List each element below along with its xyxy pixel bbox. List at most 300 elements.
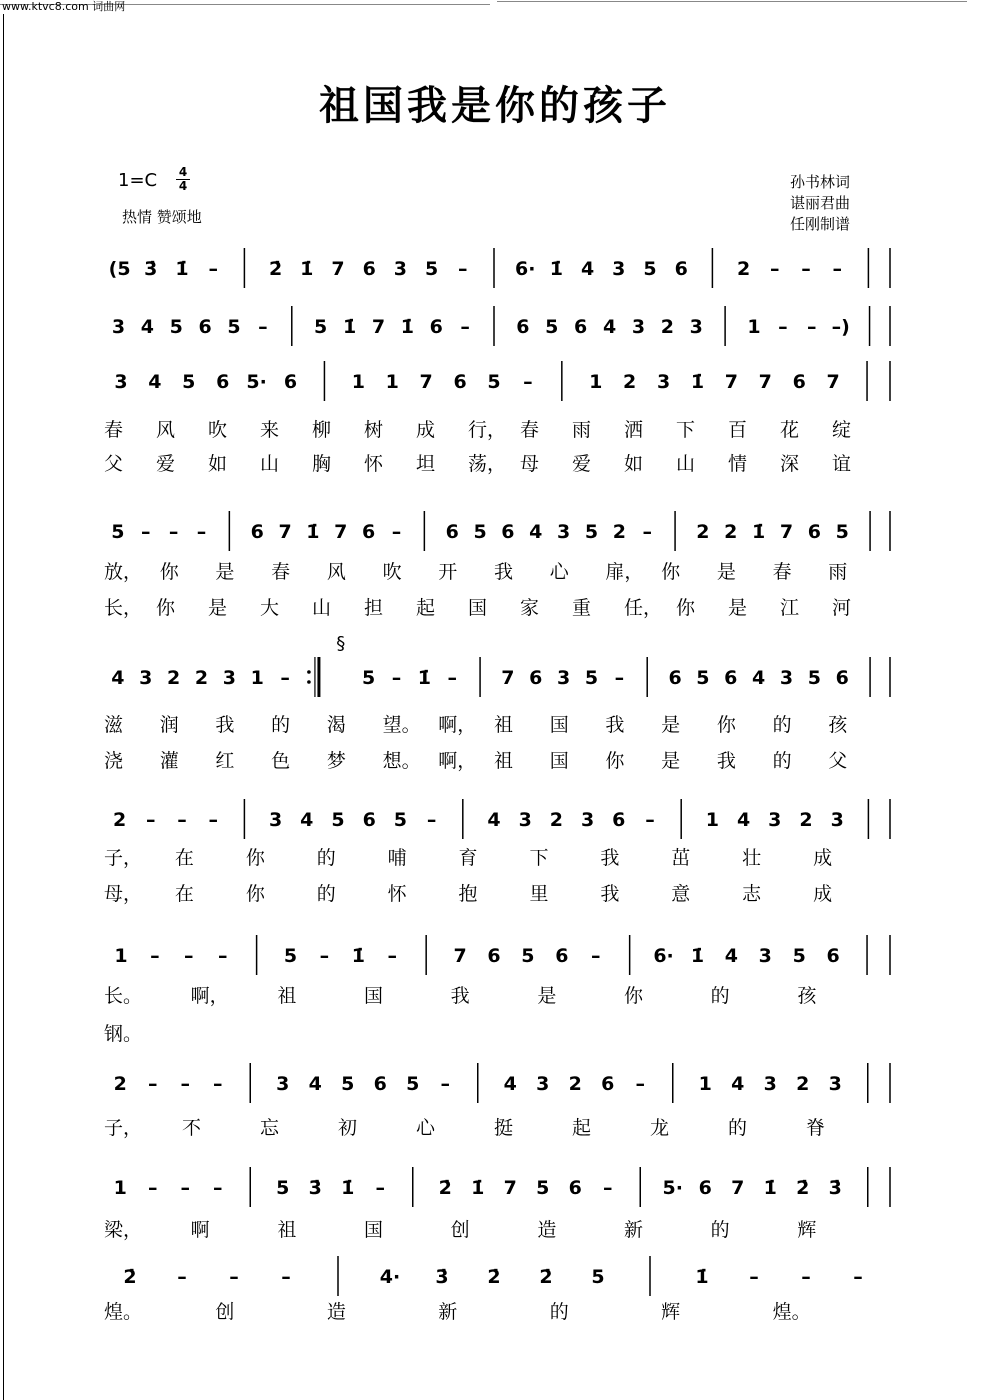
lyric-syllable: 的 xyxy=(728,1117,748,1139)
extension-dash: – xyxy=(391,521,402,543)
note: 3 xyxy=(758,945,772,967)
composer-credit: 谌丽君曲 xyxy=(790,194,851,212)
extension-dash: – xyxy=(148,1177,158,1199)
lyric-syllable: 成 xyxy=(813,883,833,905)
lyric-syllable: 你 xyxy=(159,561,179,583)
note: 7 xyxy=(334,521,348,543)
repeat-dot xyxy=(307,680,311,684)
note: 3 xyxy=(518,809,532,831)
note: 4 xyxy=(300,809,314,831)
extension-dash: – xyxy=(258,316,268,338)
note: 2 xyxy=(696,521,710,543)
note: 3 xyxy=(830,809,844,831)
extension-dash: – xyxy=(150,945,160,967)
note: 7 xyxy=(826,371,840,393)
note: 6 xyxy=(668,667,682,689)
note: 5 xyxy=(111,521,125,543)
note: 6 xyxy=(835,667,849,689)
note: 6 xyxy=(283,371,298,393)
note: 5 xyxy=(227,316,241,338)
note: 3 xyxy=(631,316,646,338)
note: 1̇ xyxy=(690,945,705,967)
extension-dash: – xyxy=(749,1266,759,1288)
extension-dash: – xyxy=(196,521,207,543)
lyricist-credit: 孙书林词 xyxy=(790,173,851,191)
note: 4 xyxy=(752,667,766,689)
extension-dash: – xyxy=(208,809,218,831)
extension-dash: – xyxy=(141,521,151,543)
note: 3 xyxy=(114,371,128,393)
segno-sign: § xyxy=(336,633,346,654)
lyric-syllable: 扉， xyxy=(605,561,644,583)
lyric-syllable: 山 xyxy=(260,453,280,475)
lyric-syllable: 你 xyxy=(605,750,625,772)
lyric-syllable: 梦 xyxy=(326,750,346,772)
lyric-syllable: 造 xyxy=(326,1301,346,1323)
lyric-syllable: 放， xyxy=(104,561,143,583)
lyric-syllable: 梁， xyxy=(104,1219,143,1241)
lyric-syllable: 如 xyxy=(208,453,228,475)
extension-dash: – xyxy=(614,667,625,689)
lyric-syllable: 孩 xyxy=(828,714,848,736)
extension-dash: – xyxy=(642,521,652,543)
lyric-syllable: 想。 xyxy=(382,750,421,772)
note: 3 xyxy=(222,667,236,689)
lyric-syllable: 风 xyxy=(326,561,346,583)
note: 2 xyxy=(612,521,626,543)
note: 3 xyxy=(656,371,671,393)
note: 2̇ xyxy=(438,1177,452,1199)
extension-dash: – xyxy=(280,667,290,689)
lyric-syllable: 挺 xyxy=(494,1117,514,1139)
lyric-syllable: 我 xyxy=(600,847,620,869)
note: 2 xyxy=(549,809,564,831)
note: 4 xyxy=(731,1073,745,1095)
lyric-syllable: 不 xyxy=(182,1117,202,1139)
lyric-syllable: 如 xyxy=(624,453,644,475)
note: –) xyxy=(831,316,850,338)
note: 4 xyxy=(140,316,154,338)
lyric-syllable: 的 xyxy=(316,883,336,905)
note: 6 xyxy=(826,945,840,967)
note: 5 xyxy=(406,1073,420,1095)
note: 7 xyxy=(278,521,292,543)
extension-dash: – xyxy=(853,1266,863,1288)
note: 3 xyxy=(580,809,595,831)
note: 7 xyxy=(419,371,433,393)
note: 3 xyxy=(557,521,571,543)
note: 6 xyxy=(574,316,588,338)
note: 2 xyxy=(736,258,751,280)
note: 5 xyxy=(536,1177,550,1199)
lyric-syllable: 怀 xyxy=(364,453,384,475)
lyric-syllable: 的 xyxy=(772,714,792,736)
lyric-syllable: 我 xyxy=(450,985,470,1007)
extension-dash: – xyxy=(590,945,601,967)
lyric-syllable: 创 xyxy=(215,1301,235,1323)
note: 7 xyxy=(779,521,794,543)
note: 2̇ xyxy=(539,1266,553,1288)
extension-dash: – xyxy=(184,945,194,967)
lyric-syllable: 钢。 xyxy=(104,1023,143,1045)
note: 5 xyxy=(283,945,298,967)
note: 6 xyxy=(429,316,443,338)
lyric-syllable: 是 xyxy=(728,597,748,619)
lyric-syllable: 百 xyxy=(728,419,748,441)
lyric-syllable: 造 xyxy=(537,1219,557,1241)
extension-dash: – xyxy=(213,1073,223,1095)
lyric-syllable: 你 xyxy=(676,597,696,619)
note: 3 xyxy=(612,258,626,280)
lyric-syllable: 我 xyxy=(605,714,625,736)
lyric-syllable: 雨 xyxy=(572,419,592,441)
note: 1̇ xyxy=(752,521,766,543)
note: 6· xyxy=(653,945,674,967)
note: 5 xyxy=(521,945,535,967)
note: 2 xyxy=(623,371,637,393)
extension-dash: – xyxy=(217,945,228,967)
note: 5 xyxy=(696,667,710,689)
note: 5 xyxy=(591,1266,605,1288)
note: 1̇ xyxy=(341,1177,355,1199)
lyric-syllable: 花 xyxy=(780,419,800,441)
extension-dash: – xyxy=(319,945,330,967)
lyric-syllable: 茁 xyxy=(671,847,691,869)
note: 7 xyxy=(724,371,739,393)
lyric-syllable: 担 xyxy=(364,597,384,619)
note: 2 xyxy=(568,1073,582,1095)
lyric-syllable: 抱 xyxy=(458,883,478,905)
lyric-syllable: 荡， xyxy=(468,453,507,475)
note: 1 xyxy=(250,667,264,689)
key-signature: 1=C xyxy=(118,170,158,191)
lyric-syllable: 洒 xyxy=(624,419,644,441)
note: 6 xyxy=(807,521,821,543)
note: 6 xyxy=(250,521,264,543)
note: 3̇ xyxy=(308,1177,322,1199)
lyric-syllable: 柳 xyxy=(312,419,332,441)
lyric-syllable: 辉 xyxy=(797,1219,817,1241)
note: 4· xyxy=(379,1266,401,1288)
lyric-syllable: 任， xyxy=(624,597,663,619)
note: 2 xyxy=(194,667,209,689)
note: 4 xyxy=(487,809,501,831)
extension-dash: – xyxy=(807,316,817,338)
note: 3 xyxy=(276,1073,290,1095)
lyric-syllable: 胸 xyxy=(312,453,332,475)
lyric-syllable: 我 xyxy=(600,883,620,905)
note: 4 xyxy=(580,258,595,280)
extension-dash: – xyxy=(603,1177,613,1199)
note: 7 xyxy=(731,1177,745,1199)
lyric-syllable: 我 xyxy=(215,714,235,736)
note: 5 xyxy=(584,667,599,689)
extension-dash: – xyxy=(460,316,470,338)
note: 6 xyxy=(501,521,515,543)
repeat-dot xyxy=(307,670,311,674)
note: 4 xyxy=(736,809,751,831)
extension-dash: – xyxy=(801,1266,811,1288)
extension-dash: – xyxy=(778,316,788,338)
note: 5 xyxy=(584,521,599,543)
note: 5 xyxy=(314,316,328,338)
note: 6 xyxy=(792,371,806,393)
lyric-syllable: 新 xyxy=(438,1301,458,1323)
note: 3̇ xyxy=(144,258,158,280)
note: 6 xyxy=(198,316,212,338)
lyric-syllable: 脊 xyxy=(806,1117,826,1139)
note: 1̇ xyxy=(400,316,414,338)
note: 6 xyxy=(487,945,501,967)
extension-dash: – xyxy=(213,1177,223,1199)
note: 1 xyxy=(698,1073,712,1095)
lyric-syllable: 你 xyxy=(624,985,644,1007)
lyric-syllable: 啊， xyxy=(190,985,229,1007)
time-signature-bottom: 4 xyxy=(176,179,190,193)
extension-dash: – xyxy=(458,258,468,280)
lyric-syllable: 的 xyxy=(271,714,291,736)
lyric-syllable: 母 xyxy=(520,453,540,475)
lyric-syllable: 下 xyxy=(676,419,696,441)
note: 6 xyxy=(674,258,688,280)
lyric-syllable: 滋 xyxy=(104,714,124,736)
extension-dash: – xyxy=(645,809,655,831)
extension-dash: – xyxy=(635,1073,645,1095)
extension-dash: – xyxy=(447,667,457,689)
note: 3 xyxy=(763,1073,777,1095)
note: 6· xyxy=(514,258,536,280)
lyric-syllable: 起 xyxy=(572,1117,592,1139)
note: 6 xyxy=(445,521,459,543)
lyric-syllable: 江 xyxy=(780,597,800,619)
note: 1̇ xyxy=(549,258,564,280)
note: 5 xyxy=(393,809,408,831)
note: 1 xyxy=(351,371,365,393)
note: 6 xyxy=(373,1073,387,1095)
lyric-syllable: 啊 xyxy=(190,1219,210,1241)
note: 5 xyxy=(792,945,806,967)
note: 5· xyxy=(246,371,267,393)
lyric-syllable: 壮 xyxy=(742,847,762,869)
note: 6 xyxy=(529,667,543,689)
lyric-syllable: 创 xyxy=(450,1219,470,1241)
extension-dash: – xyxy=(801,258,811,280)
lyric-syllable: 是 xyxy=(661,750,681,772)
note: 7 xyxy=(503,1177,517,1199)
lyric-syllable: 深 xyxy=(780,453,800,475)
site-watermark[interactable]: www.ktvc8.com 词曲网 xyxy=(2,0,126,13)
lyric-syllable: 父 xyxy=(828,750,848,772)
note: 7 xyxy=(371,316,386,338)
lyric-syllable: 初 xyxy=(338,1117,358,1139)
note: 2 xyxy=(796,1073,810,1095)
lyric-syllable: 春 xyxy=(772,561,792,583)
lyric-syllable: 成 xyxy=(813,847,833,869)
extension-dash: – xyxy=(523,371,533,393)
note: 6 xyxy=(555,945,569,967)
note: 1̇ xyxy=(175,258,189,280)
lyric-syllable: 开 xyxy=(438,561,458,583)
lyric-syllable: 春 xyxy=(271,561,291,583)
note: 6 xyxy=(612,809,626,831)
lyric-syllable: 志 xyxy=(742,883,762,905)
note: 1 xyxy=(589,371,603,393)
lyric-syllable: 忘 xyxy=(260,1117,280,1139)
note: 3 xyxy=(139,667,153,689)
note: 6 xyxy=(724,667,738,689)
note: 7 xyxy=(758,371,772,393)
lyric-syllable: 灌 xyxy=(159,750,179,772)
lyric-syllable: 辉 xyxy=(661,1301,681,1323)
note: 4 xyxy=(503,1073,517,1095)
lyric-syllable: 父 xyxy=(104,453,124,475)
lyric-syllable: 是 xyxy=(661,714,681,736)
lyric-syllable: 母， xyxy=(104,883,143,905)
note: 1̇ xyxy=(763,1177,777,1199)
lyric-syllable: 情 xyxy=(728,453,748,475)
note: 3 xyxy=(828,1073,842,1095)
note: 5 xyxy=(835,521,849,543)
lyric-syllable: 你 xyxy=(245,847,265,869)
note: 4 xyxy=(308,1073,322,1095)
lyric-syllable: 心 xyxy=(416,1117,436,1139)
lyric-syllable: 的 xyxy=(710,985,730,1007)
lyric-syllable: 是 xyxy=(215,561,235,583)
extension-dash: – xyxy=(146,809,156,831)
lyric-syllable: 你 xyxy=(156,597,176,619)
lyric-syllable: 风 xyxy=(156,419,176,441)
lyric-syllable: 意 xyxy=(671,883,691,905)
lyric-syllable: 的 xyxy=(710,1219,730,1241)
lyric-syllable: 润 xyxy=(159,714,179,736)
note: 4 xyxy=(111,667,125,689)
lyric-syllable: 煌。 xyxy=(104,1301,143,1323)
extension-dash: – xyxy=(387,945,398,967)
note: 3 xyxy=(779,667,794,689)
extension-dash: – xyxy=(281,1266,291,1288)
lyric-syllable: 国 xyxy=(549,750,569,772)
lyric-syllable: 龙 xyxy=(650,1117,670,1139)
note: 7 xyxy=(331,258,345,280)
lyric-syllable: 我 xyxy=(716,750,736,772)
lyric-syllable: 在 xyxy=(174,847,194,869)
lyric-syllable: 是 xyxy=(537,985,557,1007)
lyric-syllable: 子， xyxy=(104,1117,143,1139)
extension-dash: – xyxy=(148,1073,158,1095)
lyric-syllable: 起 xyxy=(416,597,436,619)
lyric-syllable: 祖 xyxy=(494,750,514,772)
note: 1 xyxy=(385,371,399,393)
lyric-syllable: 重 xyxy=(572,597,592,619)
lyric-syllable: 国 xyxy=(364,985,384,1007)
note: 3 xyxy=(111,316,126,338)
lyric-syllable: 山 xyxy=(312,597,332,619)
lyric-syllable: 是 xyxy=(716,561,736,583)
note: 6 xyxy=(362,258,376,280)
extension-dash: – xyxy=(440,1073,450,1095)
lyric-syllable: 行， xyxy=(468,419,507,441)
extension-dash: – xyxy=(391,667,402,689)
lyric-syllable: 在 xyxy=(174,883,194,905)
extension-dash: – xyxy=(832,258,842,280)
note: 6 xyxy=(698,1177,712,1199)
note: 5 xyxy=(424,258,439,280)
lyric-syllable: 家 xyxy=(520,597,540,619)
arranger-credit: 任刚制谱 xyxy=(790,215,851,233)
note: 4 xyxy=(602,316,617,338)
lyric-syllable: 孩 xyxy=(797,985,817,1007)
lyric-syllable: 长。 xyxy=(104,985,143,1007)
note: 3̇ xyxy=(435,1266,449,1288)
lyric-syllable: 心 xyxy=(549,561,569,583)
song-title: 祖国我是你的孩子 xyxy=(319,82,671,129)
lyric-syllable: 绽 xyxy=(832,419,852,441)
lyric-syllable: 渴 xyxy=(326,714,346,736)
lyric-syllable: 国 xyxy=(468,597,488,619)
extension-dash: – xyxy=(168,521,179,543)
note: 1̇ xyxy=(417,667,431,689)
lyric-syllable: 你 xyxy=(661,561,681,583)
note: 3 xyxy=(536,1073,550,1095)
lyric-syllable: 啊， xyxy=(438,714,477,736)
note: 5· xyxy=(662,1177,683,1199)
note: 5 xyxy=(473,521,487,543)
lyric-syllable: 下 xyxy=(529,847,549,869)
note: 3̇ xyxy=(828,1177,842,1199)
lyric-syllable: 山 xyxy=(676,453,696,475)
lyric-syllable: 树 xyxy=(364,419,384,441)
note: 3 xyxy=(557,667,571,689)
note: 5 xyxy=(643,258,657,280)
note: 6 xyxy=(453,371,467,393)
note: 5 xyxy=(362,667,376,689)
lyric-syllable: 是 xyxy=(208,597,228,619)
lyric-syllable: 里 xyxy=(529,883,549,905)
lyric-syllable: 煌。 xyxy=(772,1301,811,1323)
note: 3 xyxy=(393,258,408,280)
note: 3 xyxy=(268,809,283,831)
note: 1̇ xyxy=(351,945,365,967)
lyric-syllable: 的 xyxy=(549,1301,569,1323)
lyric-syllable: 祖 xyxy=(277,985,297,1007)
lyric-syllable: 新 xyxy=(624,1219,644,1241)
note: 1̇ xyxy=(342,316,357,338)
lyric-syllable: 你 xyxy=(716,714,736,736)
note: 2̇ xyxy=(123,1266,137,1288)
note: 7 xyxy=(501,667,515,689)
lyric-syllable: 祖 xyxy=(494,714,514,736)
lyric-syllable: 长， xyxy=(104,597,143,619)
note: 6 xyxy=(362,521,376,543)
extension-dash: – xyxy=(177,1266,187,1288)
lyric-syllable: 育 xyxy=(458,847,478,869)
lyric-syllable: 河 xyxy=(832,597,852,619)
tempo-marking: 热情 赞颂地 xyxy=(122,208,202,226)
note: 2 xyxy=(167,667,181,689)
lyric-syllable: 红 xyxy=(215,750,235,772)
note: 6 xyxy=(216,371,230,393)
lyric-syllable: 雨 xyxy=(828,561,848,583)
note: 5 xyxy=(341,1073,355,1095)
note: 2̇ xyxy=(796,1177,810,1199)
lyric-syllable: 你 xyxy=(245,883,265,905)
note: 1 xyxy=(705,809,720,831)
note: 7 xyxy=(453,945,467,967)
lyric-syllable: 的 xyxy=(316,847,336,869)
lyric-syllable: 爱 xyxy=(572,453,592,475)
note: 2̇ xyxy=(268,258,283,280)
note: 4 xyxy=(724,945,739,967)
